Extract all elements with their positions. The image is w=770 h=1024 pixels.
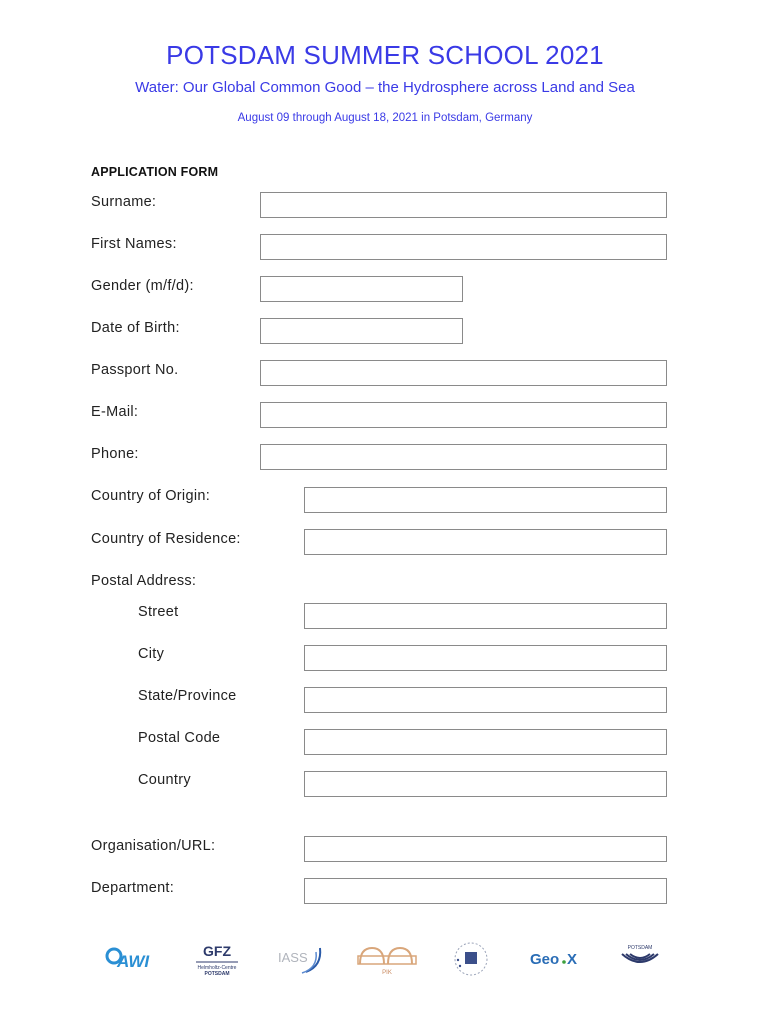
country-of-origin-field[interactable]	[304, 487, 667, 513]
country-of-residence-field[interactable]	[304, 529, 667, 555]
partner-logos	[0, 940, 770, 980]
iass-logo	[276, 942, 326, 976]
first-names-field[interactable]	[260, 234, 667, 260]
pik-logo-text: PIK	[382, 970, 392, 976]
country-field[interactable]	[304, 771, 667, 797]
gfz-logo	[193, 942, 241, 978]
form-heading: APPLICATION FORM	[91, 165, 219, 179]
uni-potsdam-logo	[616, 942, 664, 974]
date-of-birth-field[interactable]	[260, 318, 463, 344]
postal-code-field[interactable]	[304, 729, 667, 755]
uni-potsdam-logo-text: POTSDAM	[627, 945, 653, 951]
gender-field[interactable]	[260, 276, 463, 302]
email-label: E-Mail:	[91, 404, 139, 420]
university-seal-logo	[450, 940, 492, 978]
street-label: Street	[138, 604, 179, 620]
country-of-origin-label: Country of Origin:	[91, 488, 211, 504]
awi-logo-text: AWI	[117, 952, 150, 971]
department-field[interactable]	[304, 878, 667, 904]
passport-label: Passport No.	[91, 362, 179, 378]
page-subtitle: Water: Our Global Common Good – the Hydrosphere across Land and Sea	[135, 79, 635, 96]
iass-logo-text: IASS	[278, 950, 308, 965]
state-province-field[interactable]	[304, 687, 667, 713]
awi-logo	[103, 944, 161, 974]
pik-logo	[356, 942, 418, 976]
organisation-field[interactable]	[304, 836, 667, 862]
street-field[interactable]	[304, 603, 667, 629]
state-province-label: State/Province	[138, 688, 237, 704]
geox-logo-text: Geo	[530, 951, 560, 968]
event-dates: August 09 through August 18, 2021 in Potsdam, Germany	[237, 112, 533, 124]
surname-label: Surname:	[91, 194, 157, 210]
page-title: POTSDAM SUMMER SCHOOL 2021	[166, 40, 604, 70]
organisation-label: Organisation/URL:	[91, 838, 216, 854]
surname-field[interactable]	[260, 192, 667, 218]
gfz-logo-text: GFZ	[203, 943, 231, 959]
postal-code-label: Postal Code	[138, 730, 221, 746]
department-label: Department:	[91, 880, 175, 896]
geox-logo	[528, 946, 584, 972]
email-field[interactable]	[260, 402, 667, 428]
date-of-birth-label: Date of Birth:	[91, 320, 180, 336]
passport-field[interactable]	[260, 360, 667, 386]
first-names-label: First Names:	[91, 236, 177, 252]
country-of-residence-label: Country of Residence:	[91, 531, 241, 547]
city-label: City	[138, 646, 165, 662]
city-field[interactable]	[304, 645, 667, 671]
phone-field[interactable]	[260, 444, 667, 470]
geox-logo-text-2: X	[567, 951, 578, 968]
gfz-logo-subtext: Helmholtz-Centre	[197, 965, 237, 971]
phone-label: Phone:	[91, 446, 139, 462]
gender-label: Gender (m/f/d):	[91, 278, 194, 294]
postal-address-label: Postal Address:	[91, 573, 197, 589]
gfz-logo-subtext-2: POTSDAM	[204, 971, 230, 977]
country-label: Country	[138, 772, 191, 788]
